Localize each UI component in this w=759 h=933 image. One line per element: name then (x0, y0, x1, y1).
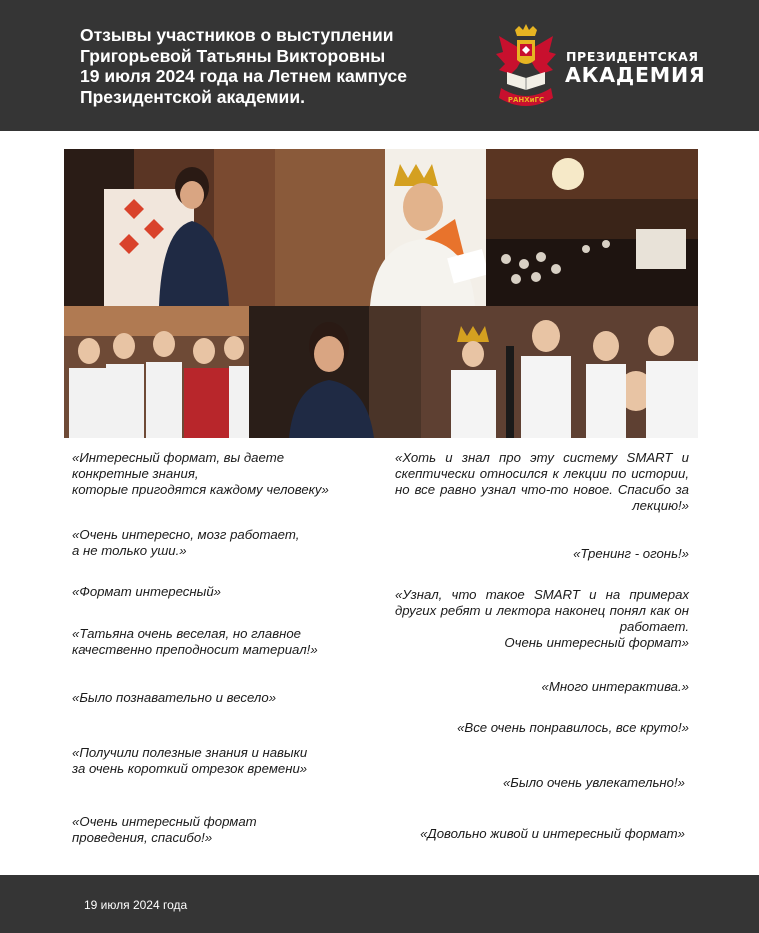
quote-left-6: «Получили полезные знания и навыки за очень короткий отрезок времени» (72, 745, 308, 776)
quote-right-3: «Узнал, что такое SMART и на примерах других ребят и лектора наконец понял как он работает. Очень интересный формат» (395, 587, 689, 650)
emblem-ribbon-text: РАНХиГС (507, 96, 545, 104)
quote-right-5: «Все очень понравилось, все круто!» (457, 720, 689, 735)
quote-left-1: «Интересный формат, вы даете конкретные знания, которые пригодятся каждому человеку» (72, 450, 329, 497)
quote-left-2: «Очень интересно, мозг работает, а не только уши.» (72, 527, 300, 558)
page-title: Отзывы участников о выступлении Григорьевой Татьяны Викторовны 19 июля 2024 года на Летнем кампусе Президентской академии. (80, 25, 407, 107)
logo-text-line1: ПРЕЗИДЕНТСКАЯ (566, 49, 699, 64)
photo-audience-right (421, 306, 698, 438)
quote-left-3: «Формат интересный» (72, 584, 222, 599)
quote-right-2: «Тренинг - огонь!» (573, 546, 689, 561)
quote-left-4: «Татьяна очень веселая, но главное качественно преподносит материал!» (72, 626, 318, 657)
logo-text-line2: АКАДЕМИЯ (565, 63, 706, 87)
header-bar (0, 0, 759, 131)
photo-crowned-participant (275, 149, 486, 306)
photo-speaker-closeup (249, 306, 421, 438)
photo-conference-hall (486, 149, 698, 306)
footer-bar (0, 875, 759, 933)
quote-right-1: «Хоть и знал про эту систему SMART и скептически относился к лекции по истории, но все равно узнал что-то новое. Спасибо за лекцию!» (395, 450, 689, 513)
quote-left-7: «Очень интересный формат проведения, спасибо!» (72, 814, 257, 845)
eagle-emblem-icon (493, 22, 559, 110)
academy-logo (493, 22, 713, 112)
quote-right-4: «Много интерактива.» (541, 679, 689, 694)
footer-date: 19 июля 2024 года (84, 898, 188, 912)
photo-audience-left (64, 306, 249, 438)
quote-right-7: «Довольно живой и интересный формат» (420, 826, 685, 841)
quote-right-6: «Было очень увлекательно!» (502, 775, 685, 790)
photo-collage (64, 149, 698, 438)
photo-speaker-stage (64, 149, 275, 306)
quote-left-5: «Было познавательно и весело» (72, 690, 277, 705)
